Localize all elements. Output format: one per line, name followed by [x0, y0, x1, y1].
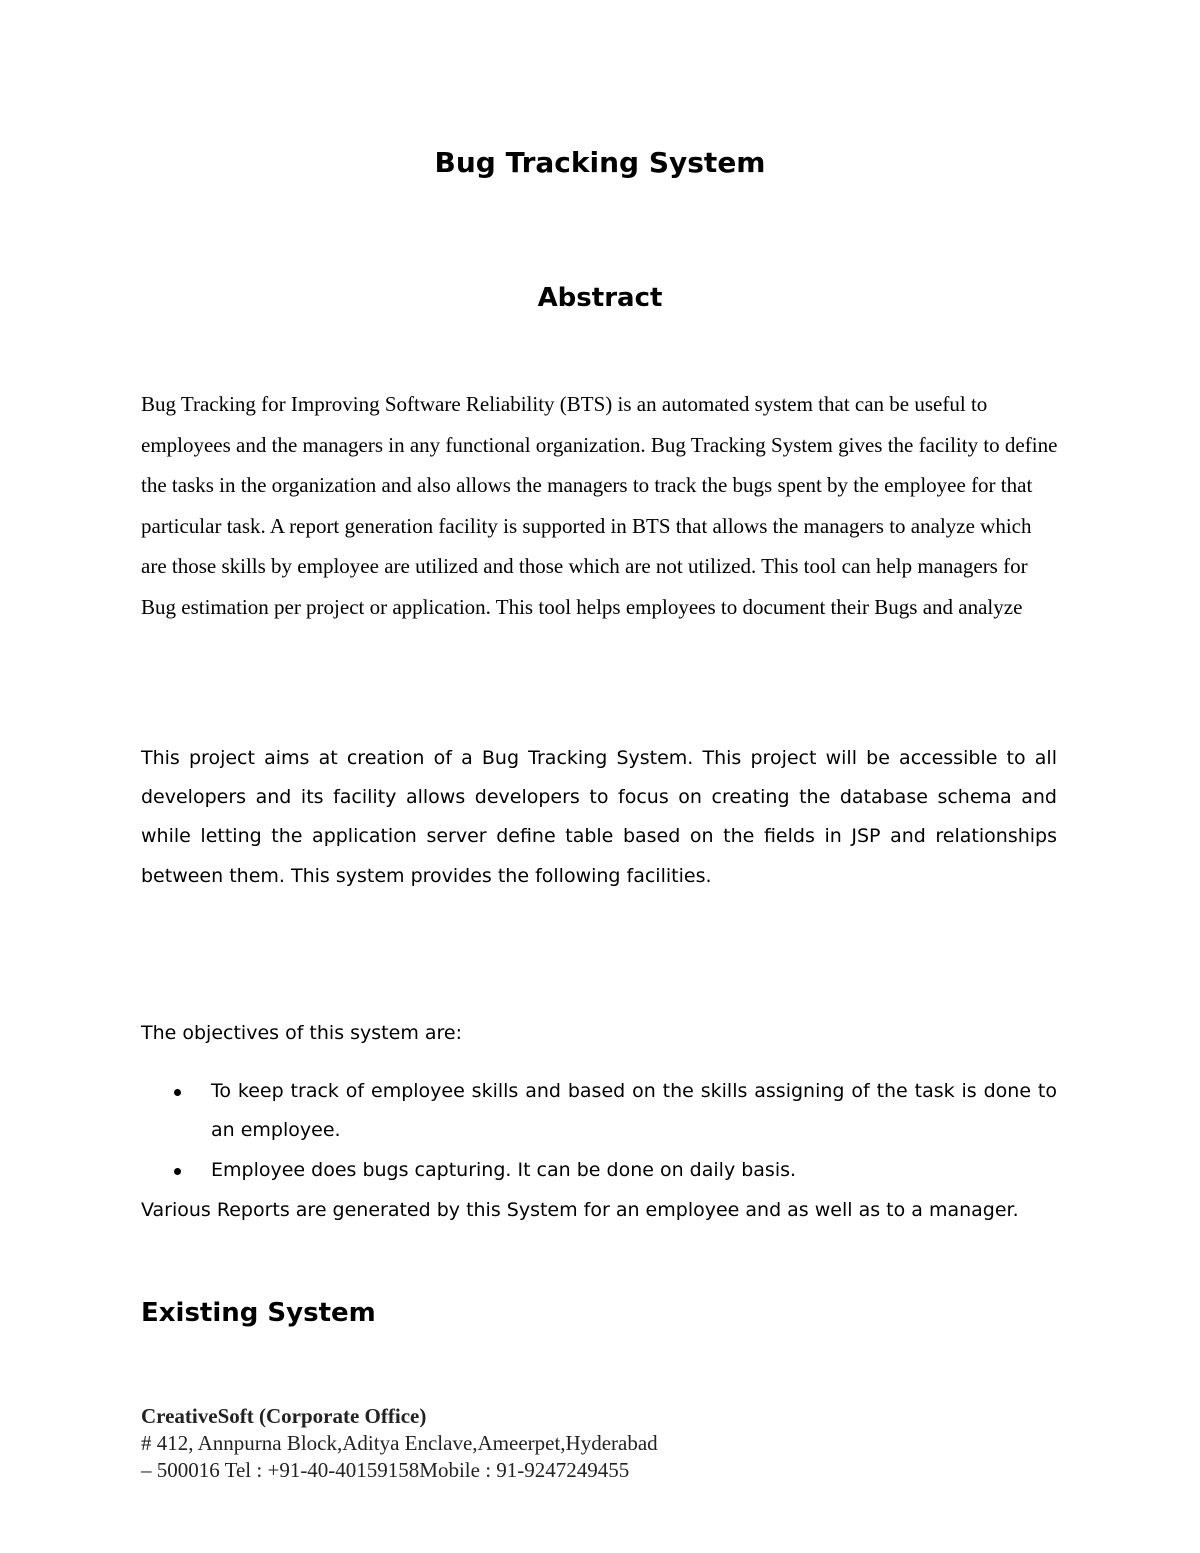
objective-text: Employee does bugs capturing. It can be done on daily basis.: [211, 1158, 797, 1181]
document-title: Bug Tracking System: [434, 146, 766, 179]
footer-address-line1: # 412, Annpurna Block,Aditya Enclave,Ameerpet,Hyderabad: [141, 1431, 658, 1455]
objective-text: To keep track of employee skills and based on the skills assigning of the task is done to an employee.: [211, 1080, 1057, 1142]
bullet-icon: [174, 1168, 181, 1175]
abstract-paragraph: Bug Tracking for Improving Software Reliability (BTS) is an automated system that can be useful to employees and the managers in any functional organization. Bug Tracking System gives the facility to define the tasks in the organization and also allows the managers to track the bugs spent by the employee for that particular task. A report generation facility is supported in BTS that allows the managers to analyze which are those skills by employee are utilized and those which are not utilized. This tool can help managers for Bug estimation per project or application. This tool helps employees to document their Bugs and analyze: [141, 392, 1058, 619]
abstract-heading: Abstract: [537, 283, 663, 313]
bullet-icon: [174, 1089, 181, 1096]
project-aims-paragraph: This project aims at creation of a Bug Tracking System. This project will be accessible to all developers and its facility allows developers to focus on creating the database schema and while letting the application server define table based on the fields in JSP and relationships between them. This system provides the following facilities.: [141, 747, 1057, 887]
existing-system-heading: Existing System: [141, 1298, 376, 1328]
list-item: [141, 1151, 1057, 1190]
footer-company: CreativeSoft (Corporate Office): [141, 1404, 427, 1428]
list-item: [141, 1072, 1057, 1151]
objectives-intro: The objectives of this system are:: [141, 1022, 462, 1044]
reports-paragraph: Various Reports are generated by this System for an employee and as well as to a manager.: [141, 1199, 1019, 1221]
footer-address-line2: – 500016 Tel : +91-40-40159158Mobile : 91-9247249455: [141, 1458, 630, 1482]
objectives-list: [141, 1072, 1057, 1190]
page-footer: [141, 1403, 841, 1484]
